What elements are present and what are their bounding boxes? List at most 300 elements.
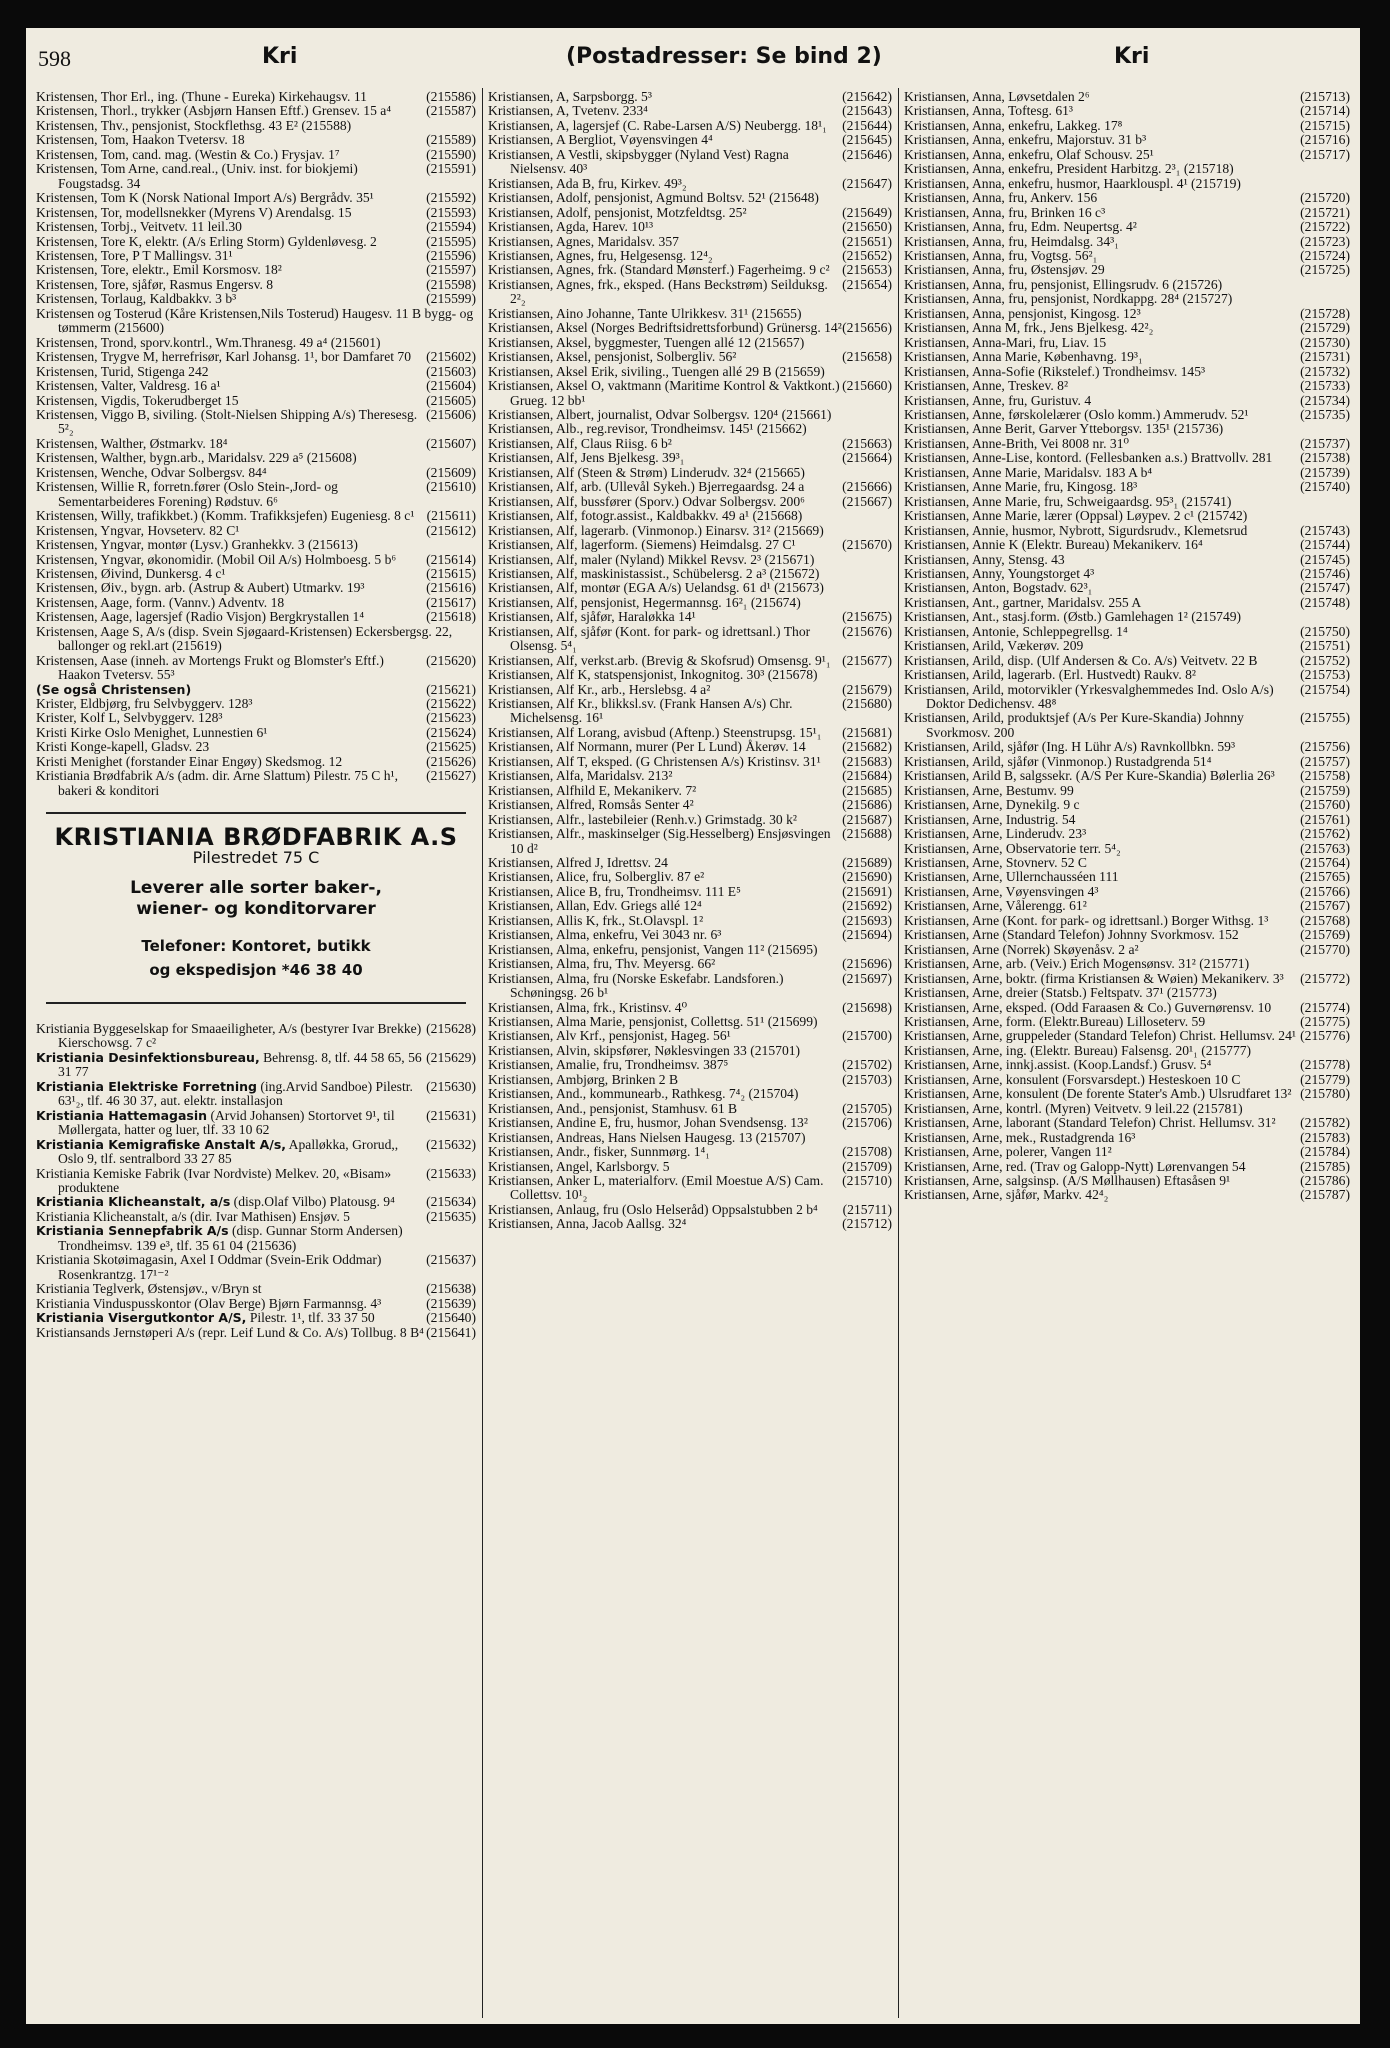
entry-number: (215689)	[842, 855, 892, 871]
entry-number: (215589)	[426, 132, 476, 148]
entry-number: (215656)	[842, 320, 892, 336]
entry-number: (215703)	[842, 1071, 892, 1087]
entry-text: Kristiansen, Arild, produktsjef (A/s Per Kure-Skandia) Johnny Svorkmosv. 200	[904, 710, 1244, 740]
entry-text: Kristi Konge-kapell, Gladsv. 23	[36, 739, 210, 755]
entry-text: Kristiania Desinfektionsbureau, Behrensg. 8, tlf. 44 58 65, 56 31 77	[36, 1049, 422, 1080]
entry-text: Kristiansen, Anna, Løvsetdalen 2⁶	[904, 90, 1090, 104]
entry-text: Kristensen, Yngvar, Hovseterv. 82 C¹	[36, 522, 240, 538]
directory-entry	[36, 104, 476, 118]
entry-text: Kristiania Vinduspusskontor (Olav Berge) Bjørn Farmannsg. 4³	[36, 1295, 382, 1311]
entry-number: (215734)	[1300, 392, 1350, 408]
directory-entry	[488, 90, 892, 104]
entry-number: (215744)	[1300, 537, 1350, 553]
entry-text: Kristiansen, Arne, konsulent (De forente Stater's Amb.) Ulsrudfaret 13²	[904, 1086, 1292, 1102]
directory-entry	[488, 1174, 892, 1203]
entry-text: Kristiansen, Arild, sjåfør (Vinmonop.) Rustadgrenda 51⁴	[904, 753, 1212, 769]
entry-text: Kristiansen, Arne (Norrek) Skøyenåsv. 2 a²	[904, 941, 1139, 957]
entry-text: Kristiansen, Alf Kr., arb., Herslebsg. 4 a²	[488, 681, 711, 697]
entry-text: Kristensen, Trygve M, herrefrisør, Karl Johansg. 1¹, bor Damfaret 70	[36, 349, 412, 365]
entry-number: (215756)	[1300, 739, 1350, 755]
entry-text: Kristiansen, A Vestli, skipsbygger (Nyland Vest) Ragna Nielsensv. 40³	[488, 146, 789, 177]
entry-text: Kristensen, Vigdis, Tokerudberget 15	[36, 392, 239, 408]
directory-entry	[904, 119, 1350, 133]
entry-number: (215731)	[1300, 349, 1350, 365]
directory-entry	[904, 885, 1350, 899]
directory-entry	[488, 379, 892, 408]
entry-text: Kristiansen, Agnes, Maridalsv. 357	[488, 233, 679, 249]
directory-entry	[904, 581, 1350, 595]
entry-number: (215650)	[842, 219, 892, 235]
directory-entry	[904, 1058, 1350, 1072]
entry-text: Kristiania Kemigrafiske Anstalt A/s, Apalløkka, Grorud,, Oslo 9, tlf. sentralbord 33 27 85	[36, 1136, 399, 1167]
entry-number: (215630)	[426, 1078, 476, 1094]
entry-number: (215725)	[1300, 262, 1350, 278]
entry-number: (215735)	[1300, 406, 1350, 422]
entry-text: Kristensen, Viggo B, siviling. (Stolt-Nielsen Shipping A/s) Theresesg. 5²₂	[36, 406, 418, 437]
directory-entry	[904, 249, 1350, 263]
entry-number: (215764)	[1300, 855, 1350, 871]
entry-number: (215654)	[842, 276, 892, 292]
directory-entry	[904, 1160, 1350, 1174]
directory-entry	[488, 321, 892, 335]
entry-text: Kristiansen, Anna-Mari, fru, Liav. 15	[904, 334, 1107, 350]
directory-entry	[904, 162, 1350, 176]
entry-number: (215605)	[426, 392, 476, 408]
entry-number: (215631)	[426, 1107, 476, 1123]
directory-entry	[488, 1203, 892, 1217]
entry-number: (215738)	[1300, 450, 1350, 466]
entry-number: (215618)	[426, 609, 476, 625]
directory-entry	[36, 1253, 476, 1282]
directory-entry	[904, 899, 1350, 913]
directory-entry	[488, 538, 892, 552]
entry-text: Kristiania Sennepfabrik A/s (disp. Gunnar Storm Andersen) Trondheimsv. 139 e³, tlf. 35 61 04 (215636)	[36, 1223, 403, 1253]
directory-entry	[36, 437, 476, 451]
directory-entry	[488, 1131, 892, 1145]
entry-number: (215778)	[1300, 1057, 1350, 1073]
directory-entry	[488, 1160, 892, 1174]
directory-entry	[904, 1188, 1350, 1202]
entry-text: Kristiansen, Arne, salgsinsp. (A/S Møllhausen) Eftasåsen 9¹	[904, 1172, 1231, 1188]
directory-entry	[904, 90, 1350, 104]
directory-entry	[488, 1001, 892, 1015]
entry-number: (215664)	[842, 450, 892, 466]
entry-text: Kristensen, Øiv., bygn. arb. (Astrup & Aubert) Utmarkv. 19³	[36, 580, 365, 596]
directory-entry	[488, 553, 892, 567]
directory-entry	[36, 336, 476, 350]
entry-number: (215634)	[426, 1194, 476, 1210]
directory-entry	[36, 133, 476, 147]
entry-number: (215685)	[842, 782, 892, 798]
entry-number: (215667)	[842, 493, 892, 509]
directory-entry	[904, 842, 1350, 856]
entry-text: Kristiansen, Alfr., lastebileier (Renh.v.) Grimstadg. 30 k²	[488, 811, 797, 827]
entry-number: (215611)	[426, 508, 476, 524]
directory-entry	[904, 769, 1350, 783]
column-1	[36, 90, 476, 2010]
entry-text: Kristiansen, Anna, fru, pensjonist, Ellingsrudv. 6 (215726)	[904, 276, 1223, 292]
entry-text: Kristiansen, Annie K (Elektr. Bureau) Mekanikerv. 16⁴	[904, 537, 1203, 553]
directory-entry	[36, 567, 476, 581]
entry-text: Kristiansen, Arne, kontrl. (Myren) Veitvetv. 9 leil.22 (215781)	[904, 1100, 1243, 1116]
entry-text: Kristiansen, Alfred J, Idrettsv. 24	[488, 855, 668, 871]
entry-text: Kristiansen, Arne, gruppeleder (Standard Telefon) Christ. Hellumsv. 24¹	[904, 1028, 1296, 1044]
entry-text: Kristiansands Jernstøperi A/s (repr. Leif Lund & Co. A/s) Tollbug. 8 B⁴	[36, 1324, 424, 1340]
entry-text: Kristiansen, Anne, førskolelærer (Oslo komm.) Ammerudv. 52¹	[904, 406, 1249, 422]
entry-number: (215720)	[1300, 190, 1350, 206]
entry-number: (215597)	[426, 262, 476, 278]
entry-text: Kristiansen, A, lagersjef (C. Rabe-Larsen A/S) Neubergg. 18¹₁	[488, 117, 827, 133]
directory-entry	[904, 1102, 1350, 1116]
entry-number: (215599)	[426, 291, 476, 307]
entry-number: (215739)	[1300, 464, 1350, 480]
directory-entry	[36, 365, 476, 379]
entry-text: Kristiansen, Anne Berit, Garver Ytteborgsv. 135¹ (215736)	[904, 421, 1224, 437]
entry-text: Kristiansen, Arne, Vålerengg. 61²	[904, 898, 1087, 914]
directory-entry	[904, 148, 1350, 162]
entry-number: (215696)	[842, 956, 892, 972]
entry-number: (215623)	[426, 710, 476, 726]
directory-entry	[488, 654, 892, 668]
directory-entry	[36, 1109, 476, 1138]
entry-number: (215632)	[426, 1136, 476, 1152]
entry-number: (215729)	[1300, 320, 1350, 336]
directory-entry	[36, 379, 476, 393]
entry-number: (215617)	[426, 594, 476, 610]
directory-entry	[904, 509, 1350, 523]
entry-number: (215607)	[426, 435, 476, 451]
directory-entry	[488, 104, 892, 118]
entry-text: Kristiansen, Aksel, pensjonist, Solbergliv. 56²	[488, 349, 737, 365]
entry-text: Kristiansen, Alvin, skipsfører, Nøklesvingen 33 (215701)	[488, 1042, 801, 1058]
entry-text: Kristiansen, And., pensjonist, Stamhusv. 61 B	[488, 1100, 738, 1116]
directory-page	[26, 28, 1360, 2024]
entry-text: Kristiania Byggeselskap for Smaaeiligheter, A/s (bestyrer Ivar Brekke) Kierschowsg. 7 c²	[36, 1021, 422, 1051]
entry-text: Kristiansen, Arild, lagerarb. (Erl. Hustvedt) Raukv. 8²	[904, 667, 1196, 683]
entry-text: Kristensen, Tom, cand. mag. (Westin & Co.) Frysjav. 1⁷	[36, 146, 340, 162]
entry-number: (215783)	[1300, 1129, 1350, 1145]
directory-entry	[488, 1073, 892, 1087]
entry-text: Kristiansen, Arne, red. (Trav og Galopp-Nytt) Lørenvangen 54	[904, 1158, 1246, 1174]
directory-entry	[488, 1087, 892, 1101]
directory-entry	[904, 1174, 1350, 1188]
entry-text: Kristiansen, Arne, ing. (Elektr. Bureau) Falsensg. 20¹₁ (215777)	[904, 1042, 1252, 1058]
directory-entry	[36, 1138, 476, 1167]
directory-entry	[36, 697, 476, 711]
entry-number: (215759)	[1300, 782, 1350, 798]
directory-entry	[36, 769, 476, 798]
header-note: (Postadresser: Se bind 2)	[566, 44, 882, 69]
directory-entry	[36, 509, 476, 523]
directory-entry	[36, 1080, 476, 1109]
entry-text: Kristensen, Aage, lagersjef (Radio Visjon) Bergkrystallen 1⁴	[36, 609, 365, 625]
directory-entry	[488, 278, 892, 307]
entry-text: Kristi Kirke Oslo Menighet, Lunnestien 6¹	[36, 724, 268, 740]
directory-entry	[36, 119, 476, 133]
entry-text: Kristiansen, Arne, Industrig. 54	[904, 811, 1076, 827]
entry-number: (215713)	[1300, 90, 1350, 104]
entry-text: Kristiansen, Anna, enkefru, Lakkeg. 17⁸	[904, 117, 1123, 133]
directory-entry	[36, 408, 476, 437]
entry-text: Kristiansen, A, Sarpsborgg. 5³	[488, 90, 652, 104]
directory-entry	[904, 263, 1350, 277]
directory-entry	[488, 466, 892, 480]
directory-entry	[36, 162, 476, 191]
entry-text: Kristiansen, Alice B, fru, Trondheimsv. 111 E⁵	[488, 883, 741, 899]
directory-entry	[904, 379, 1350, 393]
entry-number: (215776)	[1300, 1028, 1350, 1044]
entry-text: Kristensen, Yngvar, økonomidir. (Mobil Oil A/s) Holmboesg. 5 b⁶	[36, 551, 397, 567]
entry-text: Kristiania Hattemagasin (Arvid Johansen) Stortorvet 9¹, til Møllergata, hatter og luer, tlf. 33 10 62	[36, 1107, 395, 1138]
directory-entry	[488, 220, 892, 234]
entry-number: (215645)	[842, 132, 892, 148]
directory-entry	[36, 292, 476, 306]
directory-entry	[904, 1087, 1350, 1101]
entry-text: Kristiansen, Anna, enkefru, Majorstuv. 31 b³	[904, 132, 1147, 148]
entry-text: Kristiansen, Alf, lagerform. (Siemens) Heimdalsg. 27 C¹	[488, 537, 796, 553]
directory-entry	[488, 625, 892, 654]
entry-number: (215763)	[1300, 840, 1350, 856]
entry-number: (215691)	[842, 883, 892, 899]
entry-number: (215717)	[1300, 146, 1350, 162]
entry-text: Kristiansen, Alb., reg.revisor, Trondheimsv. 145¹ (215662)	[488, 421, 807, 437]
entry-number: (215697)	[842, 970, 892, 986]
directory-entry	[488, 365, 892, 379]
entry-text: Kristiansen, Alf, maler (Nyland) Mikkel Revsv. 2³ (215671)	[488, 551, 815, 567]
ad-line-2: wiener- og konditorvarer	[136, 898, 376, 919]
directory-entry	[904, 784, 1350, 798]
entry-text: Kristiansen, Alma, enkefru, Vei 3043 nr. 6³	[488, 927, 722, 943]
directory-entry	[36, 206, 476, 220]
entry-number: (215709)	[842, 1158, 892, 1174]
ad-phone-line-2: og ekspedisjon *46 38 40	[149, 961, 363, 980]
entry-text: Kristiansen, Arne, Vøyensvingen 4³	[904, 883, 1099, 899]
entry-text: Kristiansen, Alf, Jens Bjelkesg. 39³₁	[488, 450, 685, 466]
entry-text: Kristiansen, Anton, Bogstadv. 62³₁	[904, 580, 1093, 596]
entry-text: Kristiansen, Aksel O, vaktmann (Maritime Kontrol & Vaktkont.) Grueg. 12 bb¹	[488, 378, 840, 408]
entry-number: (215750)	[1300, 623, 1350, 639]
entry-text: Kristiania Klicheanstalt, a/s (dir. Ivar Mathisen) Ensjøv. 5	[36, 1208, 350, 1224]
directory-entry	[904, 755, 1350, 769]
entry-text: Kristiania Skotøimagasin, Axel I Oddmar (Svein-Erik Oddmar) Rosenkrantzg. 17¹⁻²	[36, 1252, 382, 1282]
directory-entry	[904, 668, 1350, 682]
entry-number: (215635)	[426, 1208, 476, 1224]
entry-number: (215690)	[842, 869, 892, 885]
entry-text: Kristiansen, Andr., fisker, Sunnmørg. 1⁴₁	[488, 1144, 711, 1160]
entry-text: Kristiansen, Anker L, materialforv. (Emil Moestue A/S) Cam. Collettsv. 10¹₂	[488, 1172, 824, 1203]
entry-text: Kristiansen, Antonie, Schleppegrellsg. 1⁴	[904, 623, 1128, 639]
entry-number: (215594)	[426, 219, 476, 235]
directory-entry	[904, 1029, 1350, 1043]
directory-entry	[488, 119, 892, 133]
entry-text: Kristiansen, Arne, dreier (Statsb.) Feltspatv. 37¹ (215773)	[904, 985, 1217, 1001]
entry-number: (215587)	[426, 103, 476, 119]
directory-entry	[904, 336, 1350, 350]
directory-entry	[36, 755, 476, 769]
directory-entry	[904, 553, 1350, 567]
directory-entry	[488, 451, 892, 465]
directory-entry	[36, 726, 476, 740]
entry-number: (215675)	[842, 609, 892, 625]
entry-text: Kristiansen, Alf, pensjonist, Hegermannsg. 16²₁ (215674)	[488, 594, 801, 610]
entry-number: (215755)	[1300, 710, 1350, 726]
entry-number: (215651)	[842, 233, 892, 249]
entry-text: Kristiansen, Angel, Karlsborgv. 5	[488, 1158, 670, 1174]
entry-text: Kristiansen, Anna, Jacob Aallsg. 32⁴	[488, 1216, 687, 1232]
directory-entry	[904, 538, 1350, 552]
entry-text: Kristiansen, Adolf, pensjonist, Motzfeldtsg. 25²	[488, 204, 747, 220]
directory-entry	[36, 191, 476, 205]
entry-text: Kristensen, Valter, Valdresg. 16 a¹	[36, 378, 221, 394]
entry-number: (215761)	[1300, 811, 1350, 827]
entry-text: (Se også Christensen)	[36, 681, 192, 697]
directory-entry	[36, 1326, 476, 1340]
entry-text: Kristiansen, And., kommunearb., Rathkesg. 7⁴₂ (215704)	[488, 1086, 799, 1102]
directory-entry	[488, 350, 892, 364]
entry-number: (215627)	[426, 768, 476, 784]
entry-text: Kristiansen, Arne, Bestumv. 99	[904, 782, 1074, 798]
entry-number: (215680)	[842, 696, 892, 712]
directory-entry	[488, 191, 892, 205]
entry-text: Kristiansen, Alf, arb. (Ullevål Sykeh.) Bjerregaardsg. 24 a	[488, 479, 805, 495]
entry-text: Kristiansen, Anne Marie, fru, Kingosg. 18³	[904, 479, 1138, 495]
directory-entry	[488, 263, 892, 277]
directory-entry	[904, 1015, 1350, 1029]
entry-number: (215626)	[426, 753, 476, 769]
directory-entry	[36, 350, 476, 364]
entry-number: (215728)	[1300, 305, 1350, 321]
entry-number: (215658)	[842, 349, 892, 365]
entry-number: (215638)	[426, 1281, 476, 1297]
directory-entry	[904, 957, 1350, 971]
directory-entry	[488, 943, 892, 957]
entry-text: Kristiansen, Agda, Harev. 10¹³	[488, 219, 654, 235]
entry-number: (215624)	[426, 724, 476, 740]
entry-text: Kristiansen, Arne, konsulent (Forsvarsdept.) Hesteskoen 10 C	[904, 1071, 1241, 1087]
entry-text: Kristiansen, Arne, sjåfør, Markv. 42⁴₂	[904, 1187, 1109, 1203]
directory-entry	[488, 856, 892, 870]
entry-text: Kristiansen, Alma Marie, pensjonist, Collettsg. 51¹ (215699)	[488, 1014, 818, 1029]
entry-number: (215666)	[842, 479, 892, 495]
entry-text: Kristiansen, Arne, arb. (Veiv.) Erich Mogensønsv. 31² (215771)	[904, 956, 1250, 972]
directory-entry	[904, 740, 1350, 754]
entry-number: (215751)	[1300, 638, 1350, 654]
directory-entry	[36, 1051, 476, 1080]
entry-text: Kristiansen, Alf Normann, murer (Per L Lund) Åkerøv. 14	[488, 739, 806, 755]
directory-entry	[488, 726, 892, 740]
directory-entry	[488, 596, 892, 610]
directory-entry	[488, 740, 892, 754]
entry-number: (215603)	[426, 363, 476, 379]
entry-text: Kristiansen, Arne, Linderudv. 23³	[904, 826, 1087, 842]
entry-number: (215786)	[1300, 1172, 1350, 1188]
entry-number: (215730)	[1300, 334, 1350, 350]
entry-text: Kristensen, Aage S, A/s (disp. Svein Sjøgaard-Kristensen) Eckersbergsg. 22, ballonger og rekl.art (215619)	[36, 623, 453, 654]
entry-text: Kristiansen, Annie, husmor, Nybrott, Sigurdsrudv., Klemetsrud	[904, 522, 1248, 538]
entry-number: (215609)	[426, 464, 476, 480]
entry-number: (215714)	[1300, 103, 1350, 119]
entry-text: Kristiansen, Ant., stasj.form. (Østb.) Gamlehagen 1² (215749)	[904, 609, 1242, 625]
directory-entry	[488, 480, 892, 494]
entry-text: Kristiansen, Alma, fru, Thv. Meyersg. 66²	[488, 956, 716, 972]
directory-entry	[904, 422, 1350, 436]
entry-number: (215737)	[1300, 435, 1350, 451]
directory-entry	[488, 524, 892, 538]
entry-text: Kristiansen, Alf, fotogr.assist., Kaldbakkv. 49 a¹ (215668)	[488, 508, 803, 524]
entry-text: Kristiansen, Anna, enkefru, President Harbitzg. 2³₁ (215718)	[904, 161, 1234, 177]
directory-entry	[36, 278, 476, 292]
directory-entry	[904, 798, 1350, 812]
entry-number: (215682)	[842, 739, 892, 755]
entry-number: (215616)	[426, 580, 476, 596]
directory-entry	[488, 206, 892, 220]
entry-text: Kristiansen, Arild B, salgssekr. (A/S Per Kure-Skandia) Bølerlia 26³	[904, 768, 1275, 784]
directory-entry	[904, 365, 1350, 379]
entry-text: Kristiansen, Alice, fru, Solbergliv. 87 e²	[488, 869, 705, 885]
directory-entry	[36, 220, 476, 234]
directory-entry	[488, 972, 892, 1001]
directory-entry	[36, 1224, 476, 1253]
entry-text: Kristiansen, Alfa, Maridalsv. 213²	[488, 768, 673, 784]
entry-number: (215592)	[426, 190, 476, 206]
entry-text: Kristiansen, Andreas, Hans Nielsen Haugesg. 13 (215707)	[488, 1129, 806, 1145]
entry-number: (215629)	[426, 1049, 476, 1065]
entry-number: (215652)	[842, 247, 892, 263]
entry-text: Kristensen, Thor Erl., ing. (Thune - Eureka) Kirkehaugsv. 11	[36, 90, 367, 104]
entry-text: Kristiansen, Arne, boktr. (firma Kristiansen & Wøien) Mekanikerv. 3³	[904, 970, 1284, 986]
entry-number: (215694)	[842, 927, 892, 943]
directory-entry	[488, 509, 892, 523]
entry-text: Kristiansen, Anna, fru, Brinken 16 c³	[904, 204, 1106, 220]
entry-text: Kristiansen, Anna, fru, Edm. Neupertsg. 4²	[904, 219, 1137, 235]
entry-text: Kristiansen, Alf K, statspensjonist, Inkognitog. 30³ (215678)	[488, 667, 818, 683]
entry-text: Kristensen, Thv., pensjonist, Stockflethsg. 43 E² (215588)	[36, 117, 352, 133]
directory-entry	[904, 292, 1350, 306]
entry-number: (215590)	[426, 146, 476, 162]
directory-entry	[488, 437, 892, 451]
entry-number: (215702)	[842, 1057, 892, 1073]
directory-entry	[904, 191, 1350, 205]
entry-text: Kristensen, Thorl., trykker (Asbjørn Hansen Eftf.) Grensev. 15 a⁴	[36, 103, 392, 119]
entry-text: Kristiansen, Anna, fru, pensjonist, Nordkappg. 28⁴ (215727)	[904, 291, 1233, 307]
entry-text: Kristiansen, Ant., gartner, Maridalsv. 255 A	[904, 594, 1142, 610]
entry-text: Kristiansen, Arne, form. (Elektr.Bureau) Lilloseterv. 59	[904, 1014, 1206, 1029]
entry-text: Kristiansen, Alf, verkst.arb. (Brevig & Skofsrud) Omsensg. 9¹₁	[488, 652, 831, 668]
entry-number: (215660)	[842, 378, 892, 394]
entry-number: (215647)	[842, 175, 892, 191]
directory-entry	[904, 567, 1350, 581]
directory-entry	[488, 1145, 892, 1159]
directory-entry	[36, 610, 476, 624]
entry-number: (215628)	[426, 1021, 476, 1037]
entry-text: Kristensen, Tore, P T Mallingsv. 31¹	[36, 247, 233, 263]
directory-entry	[488, 567, 892, 581]
entry-text: Kristiansen, Anne-Lise, kontord. (Fellesbanken a.s.) Brattvollv. 281	[904, 450, 1273, 466]
entry-text: Kristiansen, Aksel, byggmester, Tuengen allé 12 (215657)	[488, 334, 805, 350]
directory-entry	[488, 697, 892, 726]
entry-number: (215688)	[842, 826, 892, 842]
entry-text: Kristiansen, Anna Marie, Københavng. 19³₁	[904, 349, 1143, 365]
directory-entry	[36, 596, 476, 610]
directory-entry	[904, 524, 1350, 538]
entry-text: Kristiansen, Agnes, frk. (Standard Mønsterf.) Fagerheimg. 9 c²	[488, 262, 830, 278]
entry-text: Kristiansen, Arne, Observatorie terr. 5⁴₂	[904, 840, 1121, 856]
entry-number: (215782)	[1300, 1115, 1350, 1131]
entry-number: (215747)	[1300, 580, 1350, 596]
directory-entry	[904, 986, 1350, 1000]
entry-text: Kristiansen, Aino Johanne, Tante Ulrikkesv. 31¹ (215655)	[488, 305, 802, 321]
directory-entry	[904, 596, 1350, 610]
